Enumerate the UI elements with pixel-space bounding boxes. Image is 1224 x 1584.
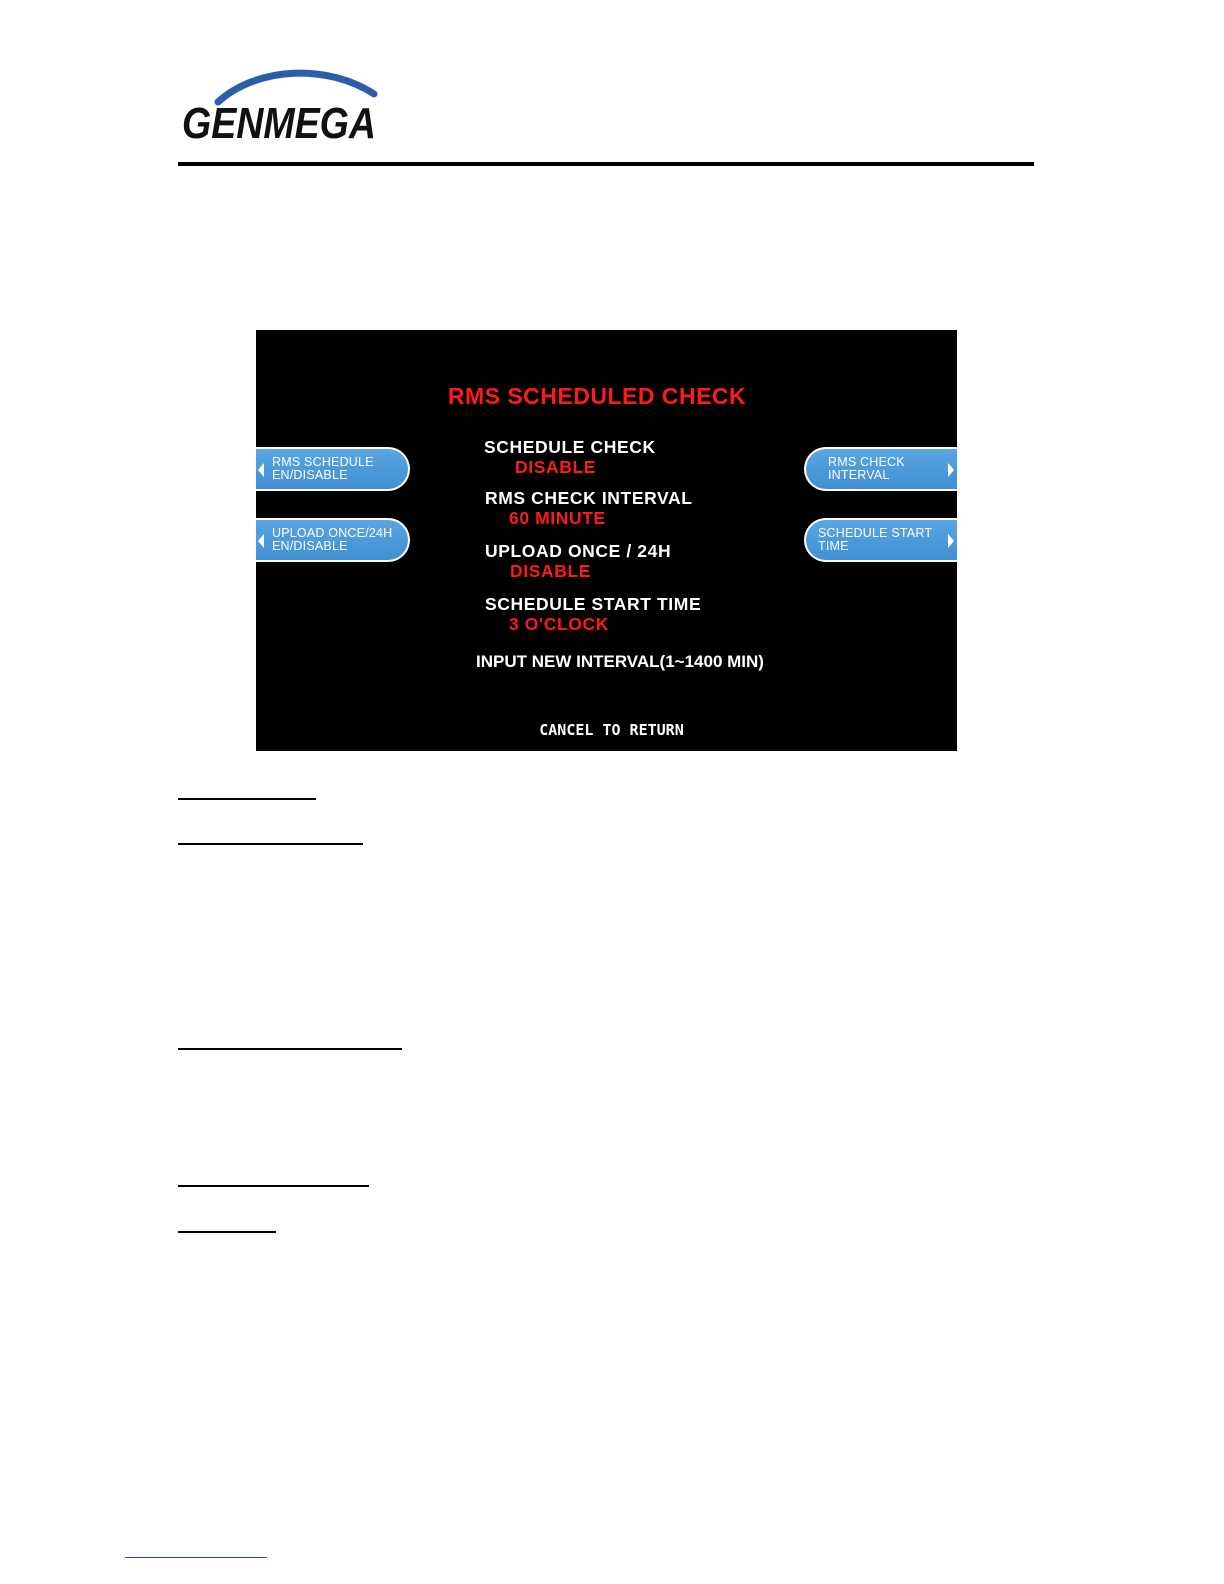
upload-once-24h-endisable-button[interactable] — [256, 518, 410, 562]
section-underline — [178, 1048, 402, 1050]
input-interval-prompt: INPUT NEW INTERVAL(1~1400 MIN) — [476, 652, 764, 671]
key-label-line2: TIME — [818, 539, 849, 553]
left-arrow-icon — [258, 534, 264, 548]
logo-wordmark: GENMEGA — [182, 99, 376, 148]
upload-once-label: UPLOAD ONCE / 24H — [485, 541, 672, 561]
left-arrow-icon — [258, 463, 264, 477]
schedule-start-time-label: SCHEDULE START TIME — [485, 594, 702, 614]
rms-check-interval-value: 60 MINUTE — [509, 508, 606, 528]
rms-check-interval-button[interactable] — [804, 447, 957, 491]
schedule-check-label: SCHEDULE CHECK — [484, 437, 656, 457]
section-underline — [178, 1185, 369, 1187]
key-label-line1: UPLOAD ONCE/24H — [272, 526, 393, 540]
atm-screen — [256, 330, 957, 751]
rms-schedule-endisable-button[interactable] — [256, 447, 410, 491]
key-label-line2: INTERVAL — [828, 468, 890, 482]
cancel-to-return-hint: CANCEL TO RETURN — [539, 721, 684, 739]
logo-graphic — [178, 66, 383, 146]
upload-once-value: DISABLE — [510, 561, 592, 581]
section-underline — [178, 798, 316, 800]
schedule-start-time-value: 3 O'CLOCK — [509, 614, 609, 634]
schedule-check-value: DISABLE — [515, 457, 597, 477]
key-label-line1: SCHEDULE START — [818, 526, 933, 540]
rms-check-interval-label: RMS CHECK INTERVAL — [485, 488, 693, 508]
genmega-logo — [178, 66, 383, 146]
key-label-line2: EN/DISABLE — [272, 468, 348, 482]
key-label-line1: RMS CHECK — [828, 455, 905, 469]
logo-arc — [218, 73, 374, 102]
key-label-line2: EN/DISABLE — [272, 539, 348, 553]
screen-title: RMS SCHEDULED CHECK — [447, 383, 747, 409]
section-underline — [178, 843, 363, 845]
header-divider — [178, 162, 1034, 166]
right-arrow-icon — [948, 534, 954, 548]
right-arrow-icon — [948, 463, 954, 477]
key-label-line1: RMS SCHEDULE — [272, 455, 374, 469]
section-underline — [178, 1231, 276, 1233]
footer-link-underline[interactable] — [125, 1557, 267, 1558]
schedule-start-time-button[interactable] — [804, 518, 957, 562]
